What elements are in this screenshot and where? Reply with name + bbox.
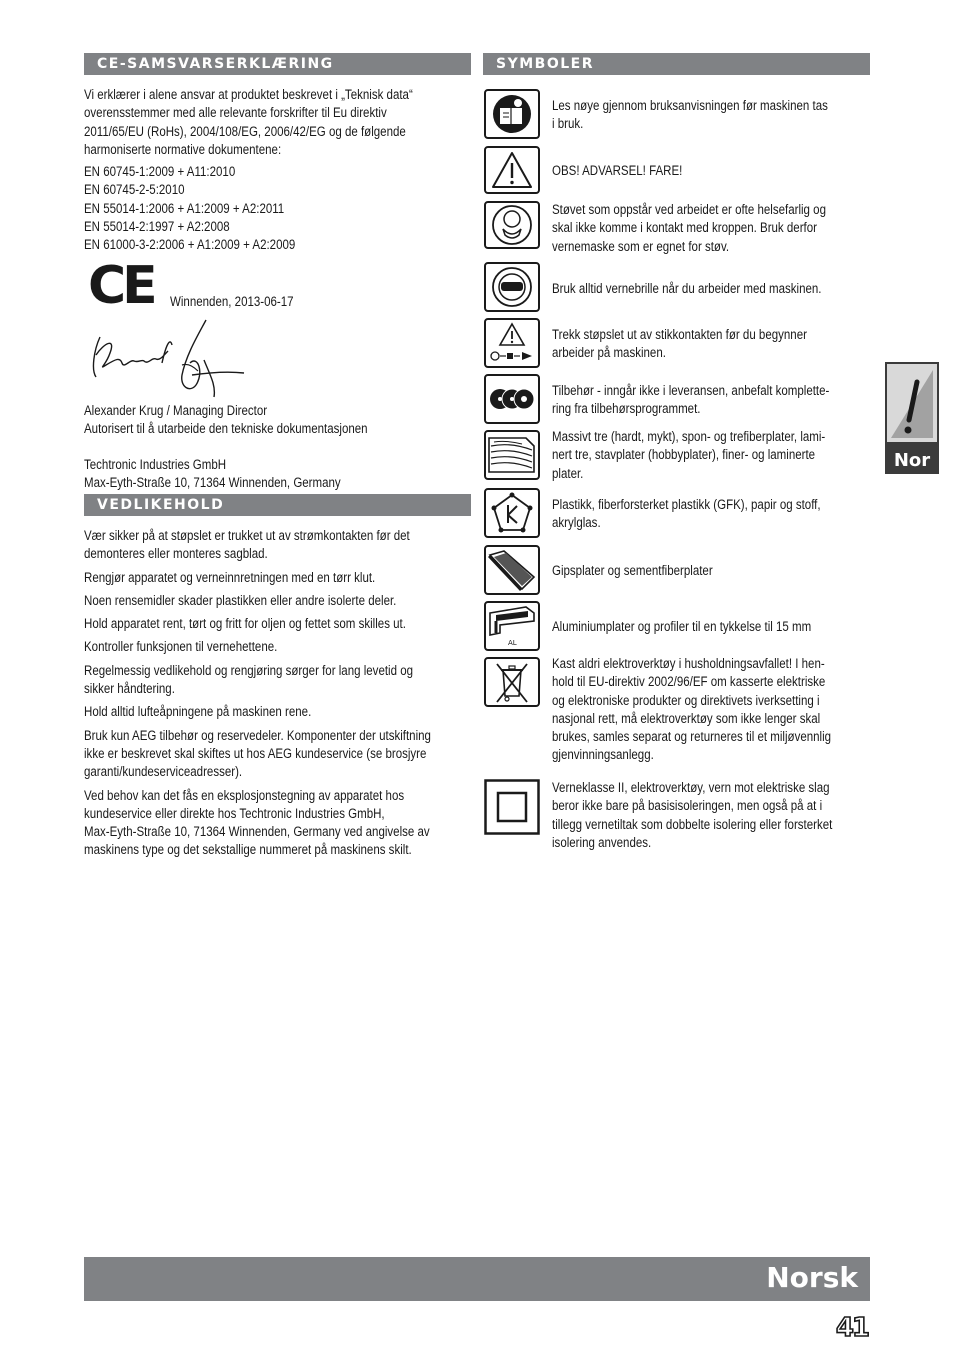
aluminium-profile-icon [484, 601, 540, 651]
maintenance-paragraph [84, 638, 473, 656]
ce-standards-list [84, 163, 471, 254]
symbol-line: Bruk alltid vernebrille når du arbeider med maskinen. [552, 281, 822, 296]
ce-mark-logo: CE [88, 256, 154, 316]
maintenance-paragraph [84, 569, 473, 587]
symbol-description [552, 428, 870, 483]
unplug-warning-icon [484, 318, 540, 368]
symbol-line: arbeider på maskinen. [552, 345, 666, 361]
symbol-line: i bruk. [552, 116, 584, 132]
symbol-description [552, 496, 870, 533]
language-tab-label: Nor [893, 450, 931, 471]
ce-intro-line: harmoniserte normative dokumentene: [84, 141, 282, 157]
maintenance-line: Noen rensemidler skader plastikken eller andre isolerte deler. [84, 592, 397, 608]
ce-intro [84, 86, 471, 159]
saw-blades-icon [484, 374, 540, 424]
ce-standard: EN 60745-1:2009 + A11:2010 [84, 164, 236, 179]
ce-place-date: Winnenden, 2013-06-17 [170, 294, 294, 309]
symbol-line: Trekk støpslet ut av stikkontakten før du begynner [552, 327, 807, 342]
symbol-line: tillegg vernetiltak som dobbelte isolering eller forsterket [552, 816, 833, 832]
maintenance-body [84, 527, 473, 865]
ce-signer-block [84, 402, 471, 439]
ce-address: Max-Eyth-Straße 10, 71364 Winnenden, Germany [84, 475, 341, 491]
warning-triangle-icon [484, 146, 540, 194]
symbol-line: ring fra tilbehørsprogrammet. [552, 401, 701, 417]
maintenance-paragraph [84, 592, 473, 610]
maintenance-line: Regelmessig vedlikehold og rengjøring sørger for lang levetid og [84, 662, 414, 678]
symbol-line: Gipsplater og sementfiberplater [552, 563, 713, 578]
maintenance-line: Vær sikker på at støpslet er trukket ut av strømkontakten før det [84, 528, 410, 543]
symbol-line: Støvet som oppstår ved arbeidet er ofte helsefarlig og [552, 202, 826, 217]
maintenance-paragraph [84, 662, 473, 699]
ce-heading: CE-SAMSVARSERKLÆRING [84, 53, 471, 75]
warning-exclamation-icon [887, 364, 937, 442]
symbol-line: nert tre, stavplater (hobbyplater), finer- og laminerte [552, 447, 816, 463]
symbol-line: isolering anvendes. [552, 834, 652, 850]
maintenance-paragraph [84, 787, 473, 860]
maintenance-heading: VEDLIKEHOLD [84, 494, 471, 516]
maintenance-line: Kontroller funksjonen til vernehettene. [84, 639, 278, 655]
plastic-material-icon [484, 488, 540, 538]
symbol-description [552, 162, 870, 180]
ce-authorized: Autorisert til å utarbeide den tekniske dokumentasjonen [84, 421, 368, 437]
aluminium-icon-label: AL [508, 639, 517, 647]
ce-standard: EN 61000-3-2:2006 + A1:2009 + A2:2009 [84, 237, 296, 253]
maintenance-line: Max-Eyth-Straße 10, 71364 Winnenden, Germany ved angivelse av [84, 824, 430, 840]
symbol-description [552, 97, 870, 134]
symbol-line: Kast aldri elektroverktøy i husholdningsavfallet! I hen- [552, 656, 825, 671]
weee-bin-icon [484, 657, 540, 707]
dust-mask-icon [484, 201, 540, 249]
symbol-description [552, 201, 870, 256]
symbol-line: beror ikke bare på basisisoleringen, men også på at i [552, 798, 823, 814]
ce-company-block [84, 456, 471, 493]
maintenance-paragraph [84, 527, 473, 564]
symbol-line: Aluminiumplater og profiler til en tykkelse til 15 mm [552, 619, 812, 634]
read-manual-icon [484, 89, 540, 139]
ce-intro-line: Vi erklærer i alene ansvar at produktet beskrevet i „Teknisk data“ [84, 87, 413, 102]
ce-intro-line: 2011/65/EU (RoHs), 2004/108/EG, 2006/42/EG og de følgende [84, 123, 406, 139]
symbol-description [552, 326, 870, 363]
symbol-line: hold til EU-direktiv 2002/96/EF om kasserte elektriske [552, 674, 826, 690]
footer-language: Norsk [766, 1261, 858, 1294]
symbol-description [552, 655, 870, 765]
ce-signer: Alexander Krug / Managing Director [84, 403, 268, 418]
ce-standard: EN 55014-2:1997 + A2:2008 [84, 218, 230, 234]
symbol-line: og elektroniske produkter og direktivets iverksetting i [552, 692, 820, 708]
maintenance-line: ikke er beskrevet skal skiftes ut hos AEG kundeservice (se brosjyre [84, 745, 427, 761]
symbol-line: brukes, samles separat og returneres til et miljøvennlig [552, 729, 832, 745]
language-side-tab[interactable] [885, 362, 939, 474]
maintenance-line: Hold alltid lufteåpningene på maskinen rene. [84, 704, 312, 720]
symbol-line: plater. [552, 465, 584, 481]
ce-company: Techtronic Industries GmbH [84, 457, 227, 472]
ce-standard: EN 55014-1:2006 + A1:2009 + A2:2011 [84, 200, 285, 216]
symbol-line: skal ikke komme i kontakt med kroppen. Bruk derfor [552, 220, 817, 236]
maintenance-line: maskinens type og det sekstallige nummeret på maskinens skilt. [84, 842, 412, 858]
maintenance-line: Ved behov kan det fås en eksplosjonstegning av apparatet hos [84, 787, 405, 803]
symbol-line: Verneklasse II, elektroverktøy, vern mot elektriske slag [552, 780, 830, 795]
symbol-line: vernemaske som er egnet for støv. [552, 238, 730, 254]
symbol-line: akrylglas. [552, 515, 601, 531]
maintenance-paragraph [84, 703, 473, 721]
wood-material-icon [484, 430, 540, 480]
footer-language-bar [84, 1257, 870, 1301]
ce-intro-line: overensstemmer med alle relevante forskrifter til Eu direktiv [84, 105, 387, 121]
page-number: 41 [835, 1313, 868, 1343]
maintenance-line: demonteres eller monteres sagblad. [84, 546, 268, 562]
symbols-heading: SYMBOLER [483, 53, 870, 75]
symbol-description [552, 280, 870, 298]
symbol-description [552, 562, 870, 580]
maintenance-line: kundeservice eller direkte hos Techtronic Industries GmbH, [84, 805, 385, 821]
symbol-description [552, 382, 870, 419]
symbol-line: OBS! ADVARSEL! FARE! [552, 163, 683, 178]
maintenance-line: Rengjør apparatet og verneinnretningen med en tørr klut. [84, 569, 376, 585]
safety-glasses-icon [484, 262, 540, 312]
ce-standard: EN 60745-2-5:2010 [84, 182, 185, 198]
symbol-description [552, 779, 875, 852]
symbol-description [552, 618, 870, 636]
signature-image [86, 315, 251, 400]
symbol-line: nasjonal rett, må elektroverktøy som ikke lenger skal [552, 710, 821, 726]
symbol-line: Massivt tre (hardt, mykt), spon- og trefiberplater, lami- [552, 429, 826, 444]
maintenance-line: Hold apparatet rent, tørt og fritt for oljen og fettet som skilles ut. [84, 616, 406, 632]
maintenance-line: garanti/kundeserviceadresser). [84, 764, 243, 780]
maintenance-line: Bruk kun AEG tilbehør og reservedeler. Komponenter der utskiftning [84, 727, 431, 743]
symbol-line: Plastikk, fiberforsterket plastikk (GFK), papir og stoff, [552, 497, 821, 512]
symbol-line: Tilbehør - inngår ikke i leveransen, anbefalt komplette- [552, 383, 830, 398]
maintenance-line: sikker håndtering. [84, 681, 175, 697]
maintenance-paragraph [84, 727, 473, 782]
plasterboard-icon [484, 545, 540, 595]
maintenance-paragraph [84, 615, 473, 633]
protection-class-ii-icon [484, 779, 540, 835]
symbol-line: Les nøye gjennom bruksanvisningen før maskinen tas [552, 98, 828, 113]
symbol-line: gjenvinningsanlegg. [552, 747, 654, 763]
